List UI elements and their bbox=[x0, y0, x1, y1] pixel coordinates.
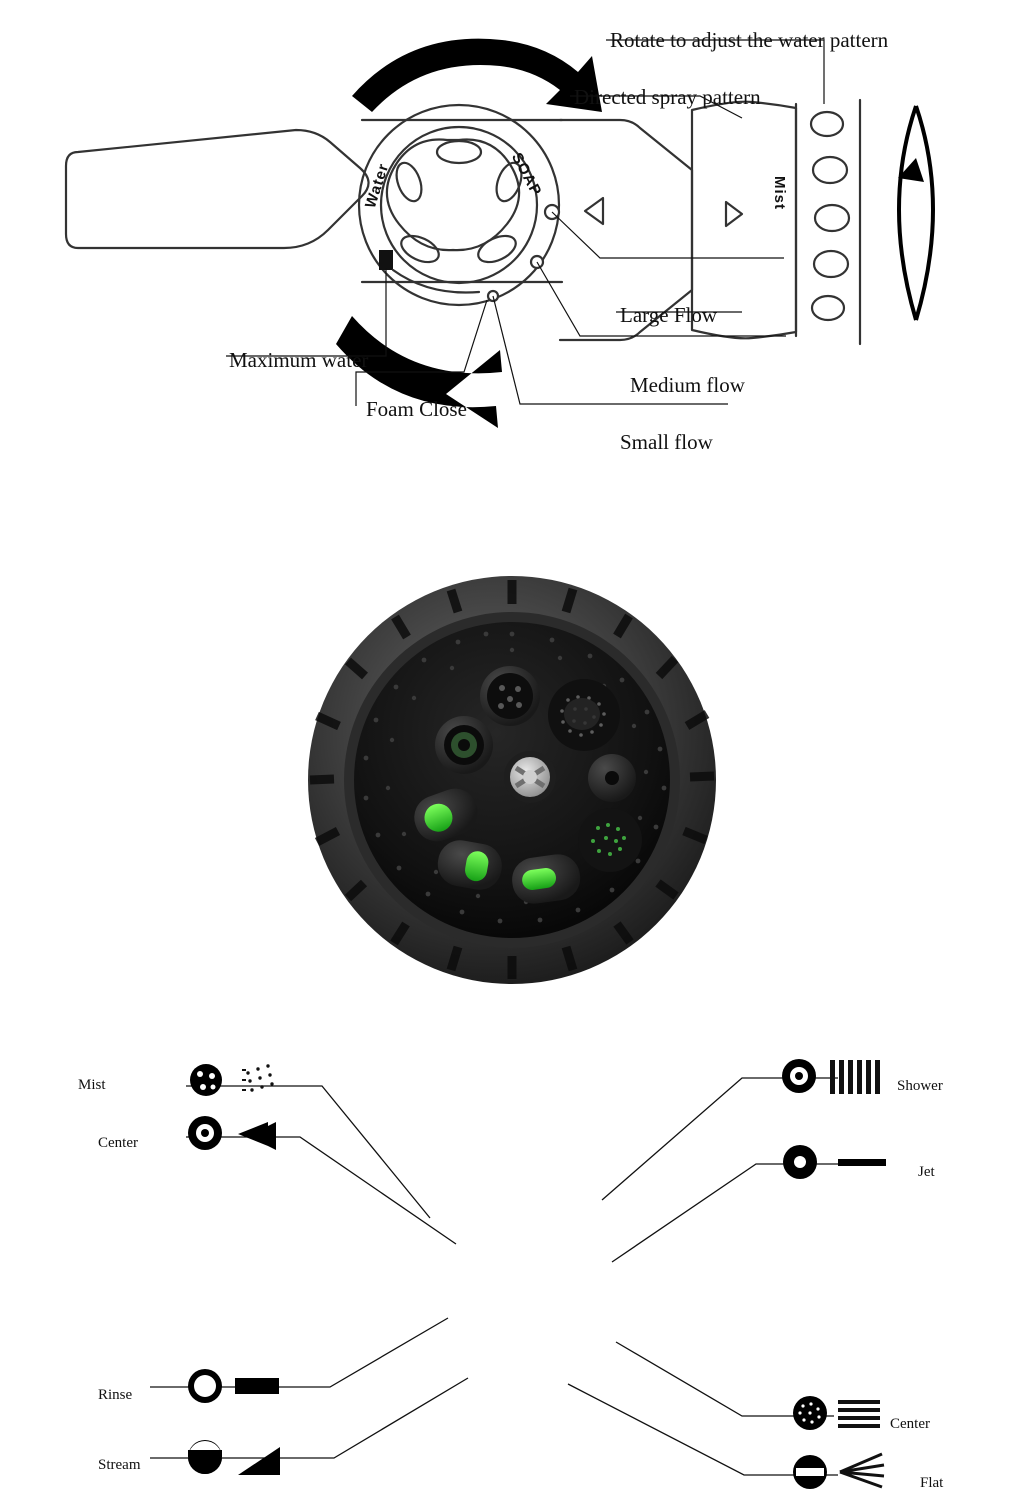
collar-port bbox=[815, 205, 849, 231]
label-small-flow: Small flow bbox=[620, 430, 713, 454]
icon-mist-spray bbox=[242, 1064, 274, 1091]
label-rinse: Rinse bbox=[98, 1387, 133, 1403]
label-medium-flow: Medium flow bbox=[630, 373, 745, 397]
icon-mist-nozzle bbox=[190, 1064, 222, 1096]
spray-gun-diagram bbox=[0, 0, 1024, 500]
dial-label-water: Water bbox=[362, 161, 393, 211]
collar-port bbox=[813, 157, 847, 183]
spray-gun-drawing bbox=[0, 0, 1024, 500]
icon-center-mesh bbox=[793, 1396, 827, 1430]
leader-center-left bbox=[186, 1137, 456, 1244]
label-maximum-water: Maximum water bbox=[229, 348, 369, 372]
label-rotate-adjust: Rotate to adjust the water pattern bbox=[610, 28, 889, 52]
icon-center-cone bbox=[238, 1122, 276, 1150]
icon-center-lines bbox=[838, 1400, 880, 1428]
icon-center-nozzle bbox=[188, 1116, 222, 1150]
rotation-arrows bbox=[336, 39, 602, 428]
label-shower: Shower bbox=[897, 1078, 943, 1094]
icon-flat-fan bbox=[840, 1454, 884, 1487]
icon-rinse-bar bbox=[235, 1378, 279, 1394]
leader-jet bbox=[612, 1164, 866, 1262]
dial-pointer bbox=[379, 250, 393, 270]
collar-port bbox=[812, 296, 844, 320]
label-stream: Stream bbox=[98, 1457, 141, 1473]
icon-shower-nozzle bbox=[782, 1059, 816, 1093]
barrel-arrow-left bbox=[585, 198, 603, 224]
label-center-right: Center bbox=[890, 1416, 930, 1432]
icon-shower-grid bbox=[830, 1060, 880, 1094]
icon-rinse-nozzle bbox=[188, 1369, 222, 1403]
leader-large-flow-2 bbox=[552, 212, 784, 258]
nozzle-face-diagram bbox=[0, 500, 1024, 1491]
icon-jet-bar bbox=[838, 1159, 886, 1166]
leader-mist bbox=[186, 1086, 430, 1218]
label-center-left: Center bbox=[98, 1135, 138, 1151]
label-large-flow: Large Flow bbox=[620, 303, 718, 327]
icon-stream-wedge bbox=[238, 1447, 280, 1475]
gun-handle bbox=[66, 130, 369, 248]
icon-stream-nozzle bbox=[188, 1440, 222, 1474]
dial-inner-ring bbox=[381, 127, 537, 283]
label-mist-left: Mist bbox=[78, 1077, 106, 1093]
label-foam-close: Foam Close bbox=[366, 397, 467, 421]
dial-lobe bbox=[437, 141, 481, 163]
label-jet: Jet bbox=[918, 1164, 935, 1180]
dial-hub bbox=[387, 140, 519, 251]
leader-shower bbox=[602, 1078, 838, 1200]
label-directed-spray: Directed spray pattern bbox=[574, 85, 761, 109]
icon-flat-nozzle bbox=[793, 1455, 827, 1489]
dial-label-soap: SOAP bbox=[507, 150, 545, 200]
collar-port bbox=[811, 112, 843, 136]
label-flat: Flat bbox=[920, 1475, 944, 1491]
icon-jet-nozzle bbox=[783, 1145, 817, 1179]
dial-label-mist: Mist bbox=[771, 176, 788, 210]
collar-port bbox=[814, 251, 848, 277]
rotate-arrow-top bbox=[352, 39, 602, 112]
collar-rotation-arrow bbox=[898, 106, 933, 320]
nozzle-photo-and-callouts bbox=[0, 500, 1024, 1024]
barrel-arrow-right bbox=[726, 202, 742, 226]
dial-lobe bbox=[392, 159, 426, 204]
